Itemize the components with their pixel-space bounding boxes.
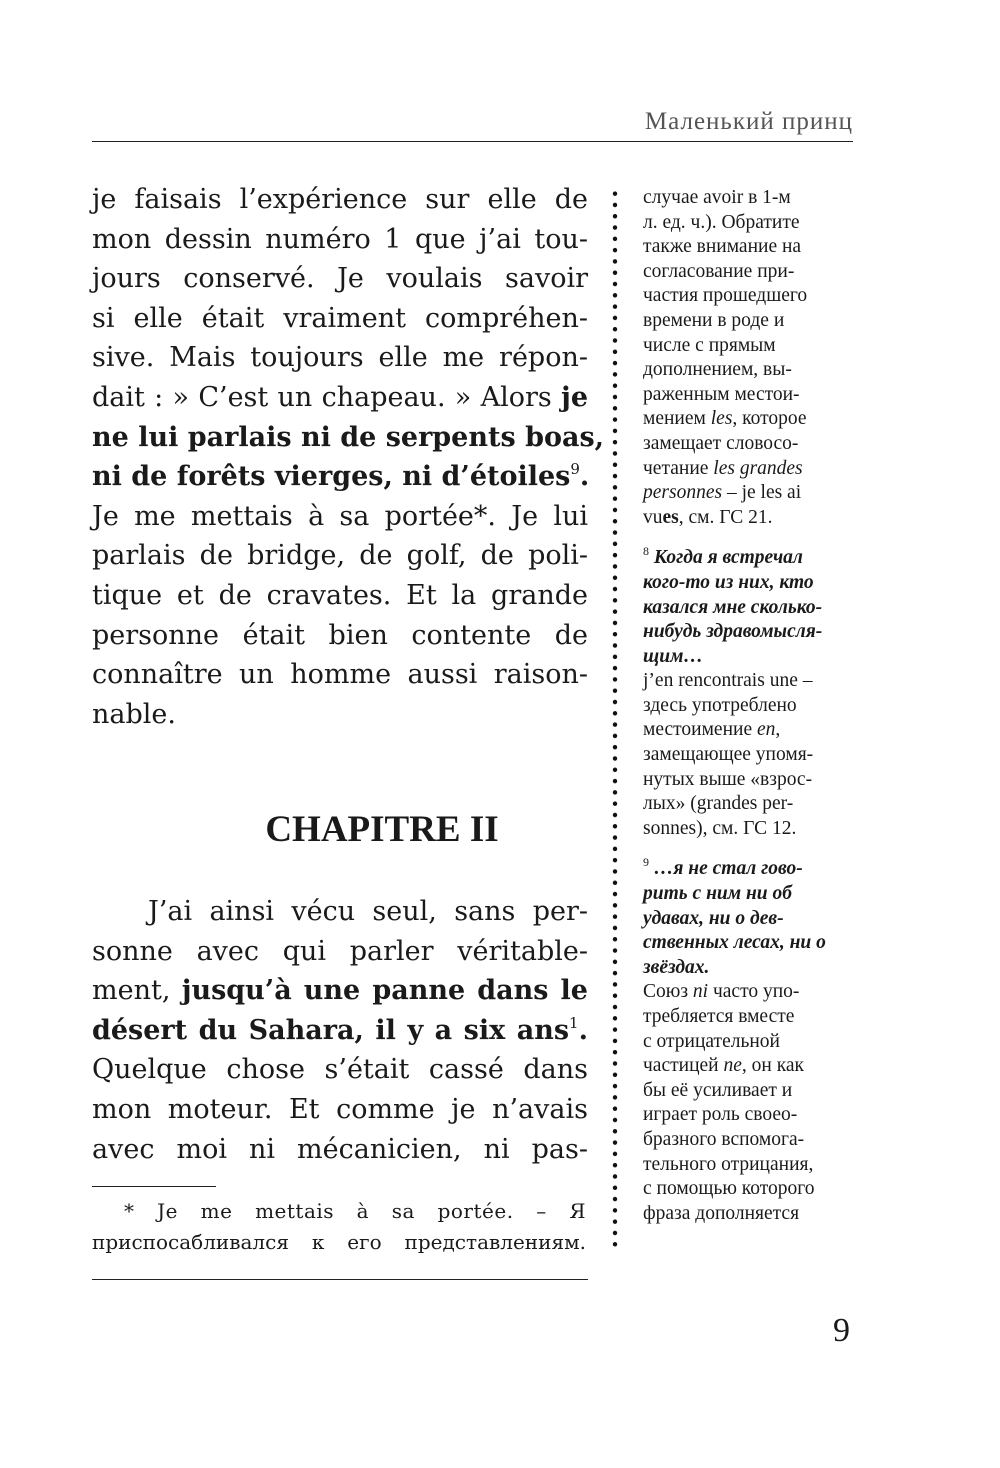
note-line: нутых выше «взрос- bbox=[643, 768, 813, 790]
note-line: фраза дополняется bbox=[643, 1202, 800, 1224]
note-line: частия прошедшего bbox=[643, 285, 808, 307]
text-line: mon moteur. Et comme je n’avais bbox=[92, 1093, 588, 1125]
footnote-line: приспосабливался к его представлениям. bbox=[92, 1230, 586, 1254]
text-line: ment, jusqu’à une panne dans le bbox=[92, 975, 588, 1007]
note-9-title: $^9$ …я не стал гово- bbox=[643, 855, 803, 880]
text-line: mon dessin numéro 1 que j’ai tou- bbox=[92, 223, 588, 255]
note-line: нибудь здравомысля- bbox=[643, 621, 823, 643]
text-line: nable. bbox=[92, 698, 176, 730]
running-head: Маленький принц bbox=[644, 108, 853, 135]
note-line: раженным местои- bbox=[643, 383, 800, 405]
note-line: согласование при- bbox=[643, 260, 795, 282]
footnote-separator bbox=[92, 1186, 216, 1187]
footnote-ref: 1 bbox=[569, 1013, 579, 1032]
note-line: играет роль своео- bbox=[643, 1104, 798, 1126]
page-number: 9 bbox=[833, 1312, 850, 1349]
note-line: требляется вместе bbox=[643, 1006, 795, 1027]
note-line: казался мне сколько- bbox=[643, 596, 823, 618]
note-line: sonnes), см. ГС 12. bbox=[643, 817, 797, 839]
text-line: jours conservé. Je voulais savoir bbox=[92, 263, 588, 295]
text-line: sonne avec qui parler véritable- bbox=[92, 935, 588, 967]
note-line: ственных лесах, ни о bbox=[643, 932, 826, 954]
text-line: si elle était vraiment compréhen- bbox=[92, 302, 588, 334]
dotted-divider bbox=[610, 188, 620, 1250]
note-line: тельного отрицания, bbox=[643, 1153, 814, 1175]
text-line: Quelque chose s’était cassé dans bbox=[92, 1054, 588, 1086]
note-line: удавах, ни о дев- bbox=[643, 907, 784, 929]
chapter-title: CHAPITRE II bbox=[265, 809, 499, 850]
footnote bbox=[92, 1196, 586, 1258]
note-line: j’en rencontrais une – bbox=[643, 670, 813, 692]
note-line: л. ед. ч.). Обратите bbox=[643, 211, 800, 233]
note-line: бы её усиливает и bbox=[643, 1079, 793, 1101]
text-line: parlais de bridge, de golf, de poli- bbox=[92, 540, 588, 572]
note-line: местоимение en, bbox=[643, 719, 781, 741]
note-line: мением les, которое bbox=[643, 408, 807, 430]
header-rule bbox=[92, 141, 853, 142]
note-line: лых» (grandes per- bbox=[643, 793, 794, 815]
note-line: с помощью которого bbox=[643, 1178, 815, 1200]
text-line: personne était bien contente de bbox=[92, 619, 588, 651]
note-line: щим… bbox=[643, 645, 703, 667]
note-line: звёздах. bbox=[643, 956, 710, 978]
text-line: tique et de cravates. Et la grande bbox=[92, 579, 588, 611]
note-8-title: $^8$ Когда я встречал bbox=[643, 544, 803, 569]
margin-notes bbox=[643, 186, 857, 1226]
text-line: Je me mettais à sa portée*. Je lui bbox=[92, 500, 588, 532]
footnote-bottom-rule bbox=[92, 1279, 588, 1280]
note-line: случае avoir в 1-м bbox=[643, 187, 791, 208]
note-line: дополнением, вы- bbox=[643, 359, 792, 381]
note-line: времени в роде и bbox=[643, 309, 785, 331]
text-line: je faisais l’expérience sur elle de bbox=[92, 184, 588, 215]
note-line: числе с прямым bbox=[643, 334, 776, 356]
text-line: ni de forêts vierges, ni d’étoiles$^9$. bbox=[92, 460, 590, 493]
note-line: personnes – je les ai bbox=[643, 482, 802, 504]
text-line: dait : » C’est un chapeau. » Alors je bbox=[92, 381, 588, 413]
text-line: ne lui parlais ni de serpents boas, bbox=[92, 421, 605, 453]
text-line: sive. Mais toujours elle me répon- bbox=[92, 342, 588, 374]
text-line: avec moi ni mécanicien, ni pas- bbox=[92, 1133, 588, 1165]
note-line: частицей ne, он как bbox=[643, 1055, 805, 1077]
note-line: с отрицательной bbox=[643, 1030, 780, 1052]
note-line: рить с ним ни об bbox=[643, 883, 793, 905]
note-line: замещающее упомя- bbox=[643, 744, 814, 766]
chapter-text bbox=[92, 892, 588, 1169]
footnote-line: * Je me mettais à sa portée. – Я bbox=[124, 1199, 586, 1223]
text-line: connaître un homme aussi raison- bbox=[92, 659, 588, 691]
note-line: здесь употреблено bbox=[643, 694, 797, 716]
note-line: бразного вспомога- bbox=[643, 1128, 805, 1150]
note-line: замещает словосо- bbox=[643, 432, 799, 454]
note-line: Союз ni часто упо- bbox=[643, 981, 800, 1003]
note-line: кого-то из них, кто bbox=[643, 571, 814, 593]
note-line: vues, см. ГС 21. bbox=[643, 506, 773, 528]
footnote-ref: 9 bbox=[570, 460, 580, 479]
text-line: désert du Sahara, il y a six ans$^1$. bbox=[92, 1013, 588, 1046]
text-line: J’ai ainsi vécu seul, sans per- bbox=[148, 896, 588, 927]
note-line: четание les grandes bbox=[643, 457, 803, 479]
main-text bbox=[92, 180, 605, 734]
note-line: также внимание на bbox=[643, 236, 802, 258]
